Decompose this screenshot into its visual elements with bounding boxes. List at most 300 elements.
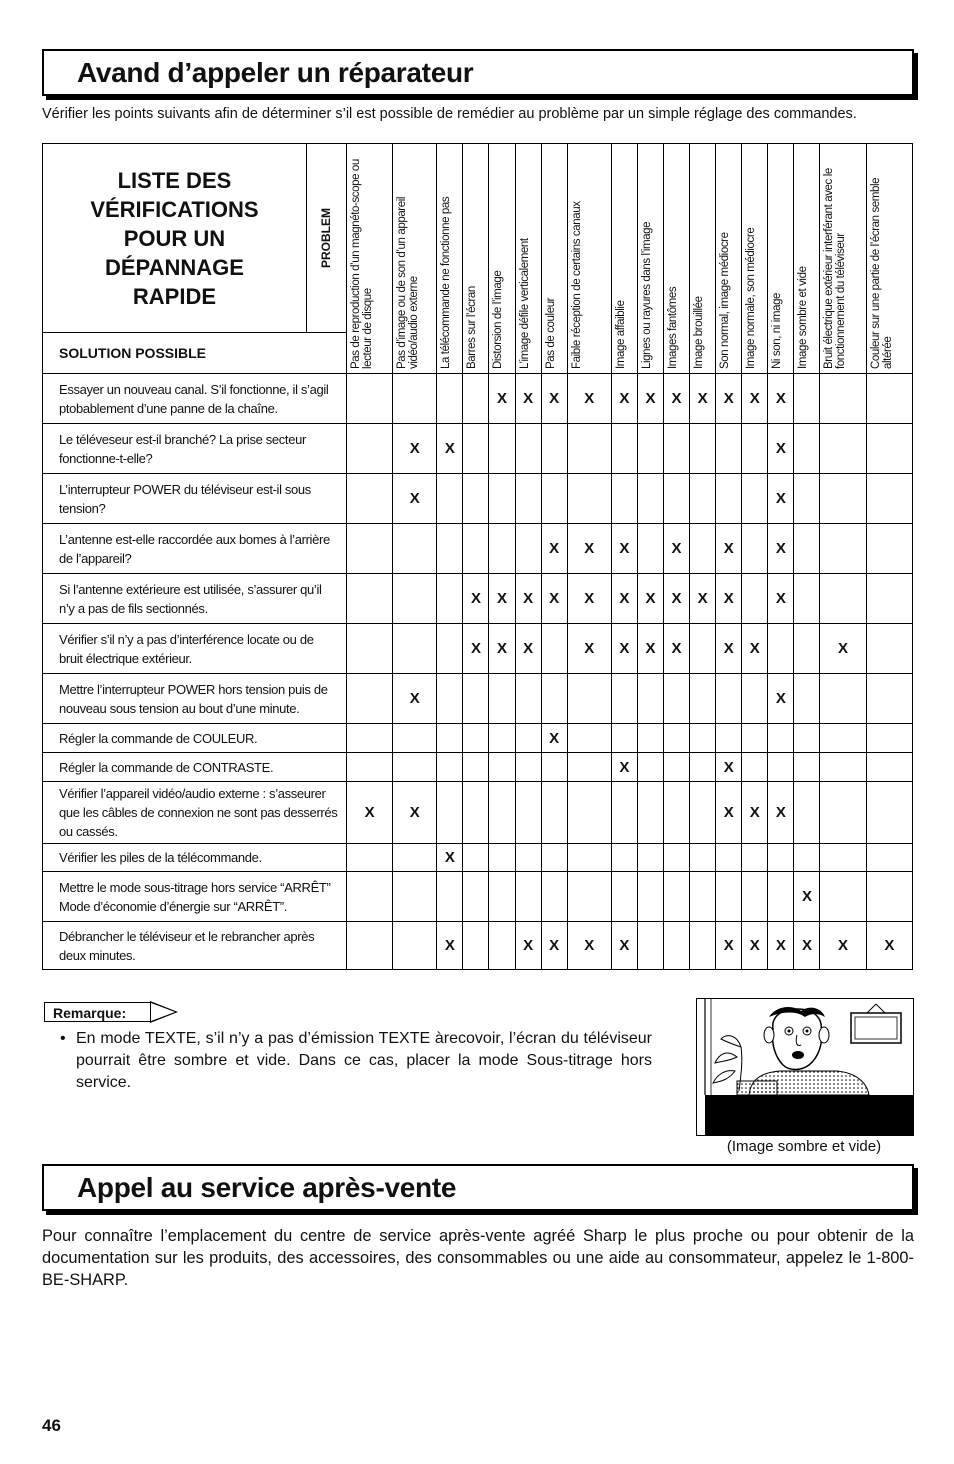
check-cell: X <box>768 782 794 844</box>
check-cell <box>463 782 489 844</box>
check-cell <box>716 674 742 724</box>
check-cell <box>794 724 820 753</box>
problem-column-header <box>716 144 742 374</box>
check-cell: X <box>489 374 515 424</box>
check-cell <box>664 424 690 474</box>
problem-label-text: L’image défile verticalement <box>518 238 531 369</box>
check-cell <box>742 424 768 474</box>
check-cell <box>437 724 463 753</box>
table-row <box>43 753 913 782</box>
check-cell: X <box>716 524 742 574</box>
table-row <box>43 374 913 424</box>
problem-column-header <box>611 144 637 374</box>
solution-cell: Débrancher le téléviseur et le rebrancher après deux minutes. <box>43 922 347 970</box>
solution-cell: Mettre le mode sous-titrage hors service “ARRÊT” Mode d’économie d’énergie sur “ARRÊT”. <box>43 872 347 922</box>
check-cell <box>768 872 794 922</box>
problem-label-text: Lignes ou rayures dans l’image <box>640 221 653 369</box>
check-cell <box>463 844 489 872</box>
check-cell <box>742 753 768 782</box>
problem-label-text: Image brouillée <box>693 296 706 369</box>
check-cell <box>866 574 912 624</box>
check-cell: X <box>768 424 794 474</box>
check-cell <box>690 753 716 782</box>
check-cell: X <box>393 424 437 474</box>
check-cell: X <box>742 922 768 970</box>
check-cell <box>664 753 690 782</box>
check-cell <box>690 872 716 922</box>
check-cell <box>347 922 393 970</box>
checklist-title-line: LISTE DES <box>117 167 232 193</box>
check-cell <box>393 872 437 922</box>
check-cell <box>768 724 794 753</box>
check-cell <box>567 474 611 524</box>
check-cell: X <box>611 922 637 970</box>
check-cell <box>611 724 637 753</box>
problem-label-text: Image sombre et vide <box>797 266 810 369</box>
check-cell <box>716 724 742 753</box>
check-cell <box>611 844 637 872</box>
check-cell <box>637 782 663 844</box>
check-cell: X <box>515 922 541 970</box>
check-cell <box>489 872 515 922</box>
check-cell: X <box>611 624 637 674</box>
check-cell <box>690 624 716 674</box>
check-cell <box>866 724 912 753</box>
problem-column-header <box>820 144 866 374</box>
check-cell <box>637 474 663 524</box>
check-cell <box>347 524 393 574</box>
check-cell: X <box>567 624 611 674</box>
check-cell: X <box>437 844 463 872</box>
check-cell: X <box>794 872 820 922</box>
problem-column-header <box>664 144 690 374</box>
check-cell <box>768 624 794 674</box>
check-cell <box>567 844 611 872</box>
check-cell <box>489 674 515 724</box>
check-cell: X <box>690 374 716 424</box>
check-cell <box>866 674 912 724</box>
check-cell <box>794 844 820 872</box>
check-cell <box>820 872 866 922</box>
check-cell <box>347 724 393 753</box>
table-row <box>43 524 913 574</box>
check-cell <box>637 872 663 922</box>
problem-label-text: Pas d’image ou de son d’un appareil vidéo/audio externe <box>396 196 421 369</box>
check-cell <box>664 922 690 970</box>
problem-label-cell <box>306 144 346 333</box>
table-row <box>43 844 913 872</box>
man-watching-tv-illustration <box>697 999 913 1135</box>
check-cell <box>515 474 541 524</box>
solution-cell: Régler la commande de CONTRASTE. <box>43 753 347 782</box>
check-cell <box>393 624 437 674</box>
check-cell: X <box>541 724 567 753</box>
check-cell: X <box>716 374 742 424</box>
checklist-title-line: RAPIDE <box>132 283 217 309</box>
check-cell <box>489 524 515 574</box>
solution-cell: Le téléveseur est-il branché? La prise secteur fonctionne-t-elle? <box>43 424 347 474</box>
check-cell <box>347 374 393 424</box>
check-cell: X <box>768 574 794 624</box>
solution-header: SOLUTION POSSIBLE <box>43 333 347 374</box>
check-cell <box>742 474 768 524</box>
check-cell: X <box>611 524 637 574</box>
check-cell <box>437 624 463 674</box>
check-cell <box>690 424 716 474</box>
solution-cell: Régler la commande de COULEUR. <box>43 724 347 753</box>
check-cell <box>820 524 866 574</box>
check-cell <box>611 782 637 844</box>
check-cell <box>690 474 716 524</box>
check-cell <box>611 424 637 474</box>
check-cell <box>664 782 690 844</box>
check-cell <box>742 574 768 624</box>
check-cell <box>820 474 866 524</box>
check-cell <box>567 782 611 844</box>
check-cell <box>866 524 912 574</box>
table-row <box>43 424 913 474</box>
problem-label-text: Son normal, image médiocre <box>719 232 732 369</box>
solution-cell: L’antenne est-elle raccordée aux bomes à l’arrière de l’appareil? <box>43 524 347 574</box>
check-cell <box>794 753 820 782</box>
section-heading-service <box>42 1164 914 1211</box>
check-cell: X <box>611 574 637 624</box>
check-cell <box>393 724 437 753</box>
check-cell <box>541 753 567 782</box>
check-cell <box>463 872 489 922</box>
problem-column-header <box>393 144 437 374</box>
check-cell <box>393 574 437 624</box>
check-cell <box>866 374 912 424</box>
check-cell <box>463 424 489 474</box>
problem-column-header <box>794 144 820 374</box>
check-cell <box>866 872 912 922</box>
problem-column-header <box>489 144 515 374</box>
check-cell <box>742 844 768 872</box>
check-cell <box>515 753 541 782</box>
problem-column-header <box>541 144 567 374</box>
table-row <box>43 674 913 724</box>
check-cell: X <box>489 624 515 674</box>
check-cell <box>742 872 768 922</box>
tv-illustration <box>696 998 914 1136</box>
check-cell <box>716 872 742 922</box>
check-cell: X <box>567 574 611 624</box>
check-cell <box>489 474 515 524</box>
check-cell <box>768 753 794 782</box>
check-cell <box>463 922 489 970</box>
problem-column-header <box>463 144 489 374</box>
check-cell: X <box>463 624 489 674</box>
check-cell <box>866 753 912 782</box>
check-cell: X <box>716 782 742 844</box>
problem-column-header <box>768 144 794 374</box>
check-cell <box>515 524 541 574</box>
check-cell <box>690 782 716 844</box>
check-cell <box>637 922 663 970</box>
table-row <box>43 574 913 624</box>
check-cell <box>794 474 820 524</box>
check-cell: X <box>664 574 690 624</box>
bullet-dot: • <box>60 1030 66 1047</box>
check-cell: X <box>637 574 663 624</box>
table-row <box>43 922 913 970</box>
checklist-title-line: DÉPANNAGE <box>104 254 244 280</box>
check-cell <box>866 624 912 674</box>
check-cell: X <box>541 574 567 624</box>
check-cell <box>794 782 820 844</box>
section-title-service: Appel au service après-vente <box>77 1172 457 1203</box>
check-cell: X <box>611 374 637 424</box>
check-cell <box>515 782 541 844</box>
check-cell: X <box>567 922 611 970</box>
check-cell <box>437 374 463 424</box>
check-cell <box>541 844 567 872</box>
check-cell <box>637 724 663 753</box>
check-cell: X <box>347 782 393 844</box>
check-cell <box>866 844 912 872</box>
problem-label: PROBLEM <box>319 208 334 268</box>
check-cell: X <box>515 624 541 674</box>
problem-label-text: Distorsion de l’image <box>492 270 505 369</box>
solution-cell: Vérifier s’il n’y a pas d’interférence locate ou de bruit électrique extérieur. <box>43 624 347 674</box>
check-cell <box>347 674 393 724</box>
problem-label-text: La télécommande ne fonctionne pas <box>440 196 453 369</box>
check-cell <box>515 424 541 474</box>
service-text: Pour connaître l’emplacement du centre de service après-vente agréé Sharp le plus proche ou pour obtenir de la documentation sur les produits, des accessoires, des consommables ou une aide au consommateur, appelez le 1-800-BE-SHARP. <box>42 1227 914 1289</box>
check-cell: X <box>866 922 912 970</box>
check-cell <box>637 753 663 782</box>
check-cell <box>463 724 489 753</box>
problem-column-header <box>690 144 716 374</box>
check-cell: X <box>768 374 794 424</box>
checklist-title-line: VÉRIFICATIONS <box>90 196 259 222</box>
check-cell <box>347 574 393 624</box>
check-cell: X <box>515 374 541 424</box>
check-cell <box>794 524 820 574</box>
check-cell <box>794 674 820 724</box>
table-row <box>43 724 913 753</box>
checklist-title-line: POUR UN <box>123 225 226 251</box>
check-cell: X <box>489 574 515 624</box>
check-cell <box>541 872 567 922</box>
section-heading-repair <box>42 49 914 96</box>
check-cell: X <box>541 922 567 970</box>
check-cell <box>794 374 820 424</box>
check-cell <box>489 782 515 844</box>
check-cell: X <box>716 574 742 624</box>
check-cell <box>742 524 768 574</box>
check-cell <box>541 474 567 524</box>
check-cell: X <box>768 524 794 574</box>
note-text: En mode TEXTE, s’il n’y a pas d’émission TEXTE àrecovoir, l’écran du téléviseur pourrait être sombre et vide. Dans ce cas, placer la mode Sous-titrage hors service. <box>76 1030 652 1091</box>
check-cell <box>515 674 541 724</box>
problem-column-header <box>866 144 912 374</box>
solution-cell: Vérifier l’appareil vidéo/audio externe : s’asseurer que les câbles de connexion ne sont pas desserrés ou cassés. <box>43 782 347 844</box>
check-cell <box>463 374 489 424</box>
intro-text: Vérifier les points suivants afin de déterminer s’il est possible de remédier au problème par un simple réglage des commandes. <box>42 106 857 122</box>
check-cell: X <box>742 782 768 844</box>
check-cell <box>393 374 437 424</box>
check-cell <box>820 424 866 474</box>
solution-cell: Essayer un nouveau canal. S’il fonctionne, il s’agil ptobablement d’une panne de la chaîne. <box>43 374 347 424</box>
check-cell <box>347 424 393 474</box>
check-cell <box>820 782 866 844</box>
check-cell <box>489 753 515 782</box>
check-cell: X <box>768 674 794 724</box>
check-cell <box>347 844 393 872</box>
check-cell <box>393 922 437 970</box>
check-cell <box>515 844 541 872</box>
check-cell <box>463 524 489 574</box>
check-cell <box>393 844 437 872</box>
check-cell <box>489 922 515 970</box>
problem-label-text: Image normale, son médiocre <box>745 227 758 369</box>
check-cell: X <box>768 474 794 524</box>
check-cell <box>463 474 489 524</box>
check-cell <box>716 844 742 872</box>
table-row <box>43 872 913 922</box>
check-cell <box>820 674 866 724</box>
check-cell <box>820 753 866 782</box>
problem-column-header <box>437 144 463 374</box>
check-cell <box>541 674 567 724</box>
solution-cell: Si l’antenne extérieure est utilisée, s’assurer qu’il n’y a pas de fils sectionnés. <box>43 574 347 624</box>
check-cell <box>347 474 393 524</box>
problem-column-header <box>742 144 768 374</box>
check-cell <box>664 844 690 872</box>
check-cell: X <box>716 624 742 674</box>
check-cell: X <box>716 753 742 782</box>
check-cell <box>437 524 463 574</box>
check-cell: X <box>567 374 611 424</box>
check-cell: X <box>393 474 437 524</box>
check-cell <box>742 724 768 753</box>
check-cell: X <box>515 574 541 624</box>
note-label: Remarque: <box>44 1002 152 1022</box>
check-cell: X <box>664 524 690 574</box>
check-cell <box>820 724 866 753</box>
solution-cell: Mettre l’interrupteur POWER hors tension puis de nouveau sous tension au bout d’une minute. <box>43 674 347 724</box>
check-cell <box>463 753 489 782</box>
check-cell <box>567 724 611 753</box>
check-cell <box>820 574 866 624</box>
illustration-caption: (Image sombre et vide) <box>726 1138 882 1155</box>
check-cell <box>437 753 463 782</box>
check-cell <box>437 474 463 524</box>
check-cell: X <box>742 374 768 424</box>
check-cell <box>794 624 820 674</box>
check-cell <box>820 374 866 424</box>
table-row <box>43 474 913 524</box>
check-cell <box>567 872 611 922</box>
check-cell <box>866 474 912 524</box>
check-cell: X <box>393 674 437 724</box>
check-cell <box>489 844 515 872</box>
problem-label-text: Image affaiblie <box>614 300 627 369</box>
check-cell <box>437 574 463 624</box>
check-cell <box>690 674 716 724</box>
check-cell <box>489 424 515 474</box>
check-cell <box>567 753 611 782</box>
note-bullet <box>60 1028 652 1094</box>
check-cell <box>637 844 663 872</box>
check-cell: X <box>463 574 489 624</box>
section-title-repair: Avand d’appeler un réparateur <box>77 57 474 88</box>
check-cell <box>437 782 463 844</box>
check-cell: X <box>820 922 866 970</box>
check-cell: X <box>437 922 463 970</box>
check-cell <box>489 724 515 753</box>
check-cell <box>347 872 393 922</box>
troubleshooting-table <box>42 143 913 970</box>
check-cell <box>794 424 820 474</box>
problem-column-header <box>515 144 541 374</box>
problem-column-header <box>347 144 393 374</box>
check-cell <box>794 574 820 624</box>
check-cell <box>463 674 489 724</box>
check-cell <box>393 753 437 782</box>
check-cell <box>541 624 567 674</box>
check-cell <box>664 474 690 524</box>
check-cell: X <box>768 922 794 970</box>
check-cell: X <box>541 524 567 574</box>
check-cell <box>541 782 567 844</box>
check-cell <box>820 844 866 872</box>
check-cell: X <box>611 753 637 782</box>
check-cell: X <box>742 624 768 674</box>
check-cell: X <box>664 374 690 424</box>
check-cell: X <box>637 624 663 674</box>
check-cell <box>393 524 437 574</box>
problem-label-text: Couleur sur une partie de l’écran semble altérée <box>869 177 894 369</box>
check-cell <box>866 424 912 474</box>
check-cell <box>637 674 663 724</box>
check-cell: X <box>690 574 716 624</box>
check-cell <box>866 782 912 844</box>
check-cell: X <box>437 424 463 474</box>
problem-label-text: Pas de reproduction d’un magnéto-scope ou lecteur de disque <box>350 159 375 369</box>
check-cell <box>690 844 716 872</box>
table-row <box>43 782 913 844</box>
problem-label-text: Barres sur l’écran <box>466 286 479 369</box>
check-cell <box>742 674 768 724</box>
check-cell <box>690 922 716 970</box>
check-cell: X <box>664 624 690 674</box>
problem-label-text: Ni son, ni image <box>771 292 784 369</box>
check-cell <box>690 724 716 753</box>
solution-cell: Vérifier les piles de la télécommande. <box>43 844 347 872</box>
check-cell: X <box>716 922 742 970</box>
check-cell: X <box>567 524 611 574</box>
check-cell <box>347 753 393 782</box>
page-number: 46 <box>42 1416 61 1435</box>
check-cell <box>768 844 794 872</box>
check-cell <box>664 724 690 753</box>
table-row <box>43 624 913 674</box>
problem-column-header <box>567 144 611 374</box>
check-cell <box>637 524 663 574</box>
check-cell <box>567 424 611 474</box>
check-cell <box>716 424 742 474</box>
check-cell <box>664 674 690 724</box>
checklist-title <box>43 144 307 333</box>
check-cell <box>437 674 463 724</box>
check-cell <box>664 872 690 922</box>
check-cell <box>567 674 611 724</box>
check-cell: X <box>541 374 567 424</box>
solution-cell: L’interrupteur POWER du téléviseur est-il sous tension? <box>43 474 347 524</box>
